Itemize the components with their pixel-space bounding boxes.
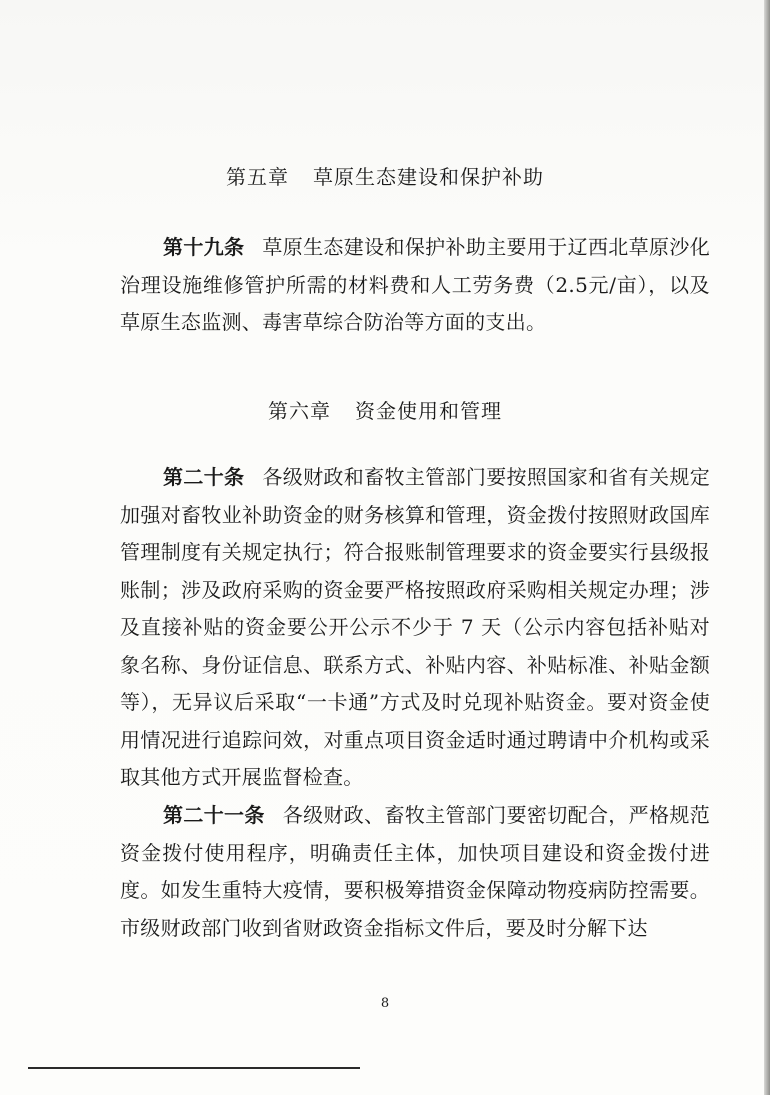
article-19-paragraph	[120, 229, 710, 342]
chapter-5-number: 第五章	[226, 165, 289, 189]
article-20-text: 各级财政和畜牧主管部门要按照国家和省有关规定加强对畜牧业补助资金的财务核算和管理，资金拨付按照财政国库管理制度有关规定执行；符合报账制管理要求的资金要实行县级报账制；涉及政府采购的资金要严格按照政府采购相关规定办理；涉及直接补贴的资金要公开公示不少于 7 天（公示内容包括补贴对象名称、身份证信息、联系方式、补贴内容、补贴标准、补贴金额等），无异议后采取“一卡通”方式及时兑现补贴资金。要对资金使用情况进行追踪问效，对重点项目资金适时通过聘请中介机构或采取其他方式开展监督检查。	[120, 465, 710, 789]
chapter-5-title: 草原生态建设和保护补助	[313, 165, 544, 189]
article-19-label: 第十九条	[163, 235, 245, 259]
article-20-label: 第二十条	[163, 465, 245, 489]
article-20-paragraph	[120, 459, 710, 797]
article-21-text: 各级财政、畜牧主管部门要密切配合，严格规范资金拨付使用程序，明确责任主体，加快项目建设和资金拨付进度。如发生重特大疫情，要积极筹措资金保障动物疫病防控需要。市级财政部门收到省财政资金指标文件后，要及时分解下达	[120, 803, 710, 940]
article-21-label: 第二十一条	[163, 803, 265, 827]
footer-divider	[28, 1067, 360, 1069]
chapter-5-heading	[0, 161, 770, 190]
article-21-paragraph	[120, 797, 710, 947]
page-number: 8	[380, 996, 390, 1011]
article-19-text: 草原生态建设和保护补助主要用于辽西北草原沙化治理设施维修管护所需的材料费和人工劳务费（2.5元/亩），以及草原生态监测、毒害草综合防治等方面的支出。	[120, 235, 710, 334]
chapter-6-title: 资金使用和管理	[355, 399, 502, 423]
chapter-6-number: 第六章	[268, 399, 331, 423]
chapter-6-heading	[0, 395, 770, 424]
